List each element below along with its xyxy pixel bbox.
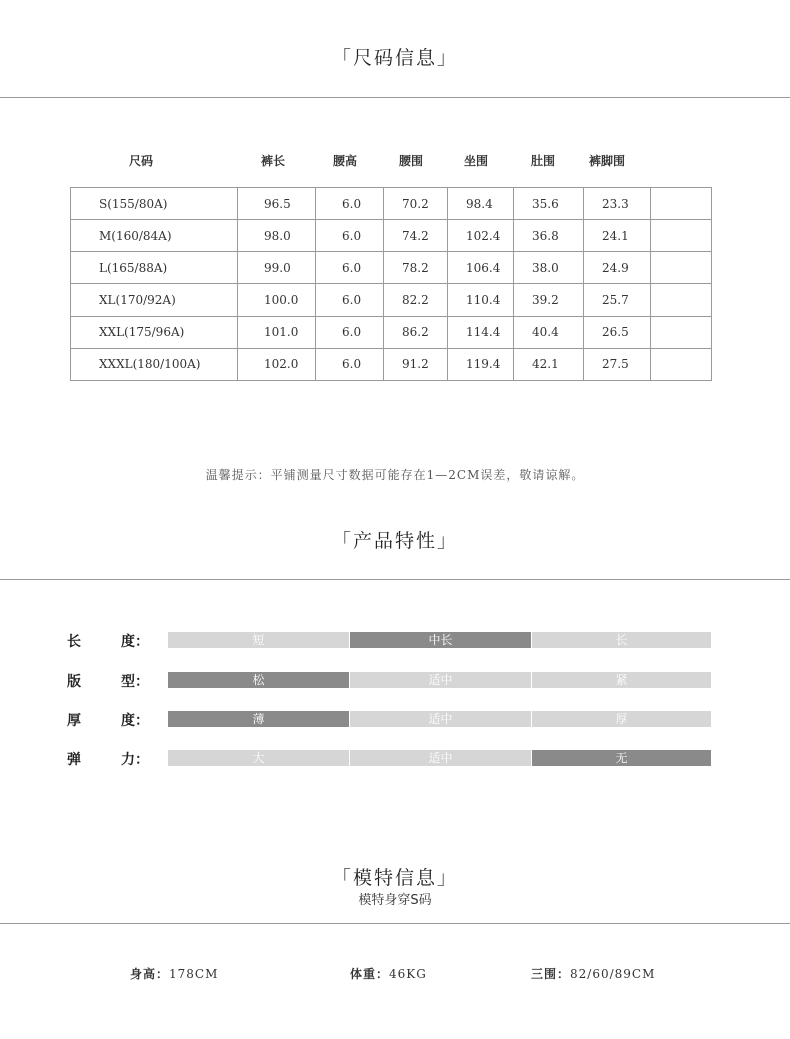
measure-cell: 91.2 bbox=[384, 348, 448, 380]
size-cell: XXXL(180/100A) bbox=[71, 348, 238, 380]
feature-label-suffix: 型： bbox=[121, 674, 149, 690]
measurement-tip: 温馨提示：平铺测量尺寸数据可能存在1—2CM误差，敬请谅解。 bbox=[205, 468, 585, 482]
feature-label-suffix: 度： bbox=[121, 713, 149, 729]
measure-cell: 40.4 bbox=[514, 316, 584, 348]
measure-cell: 82.2 bbox=[384, 284, 448, 316]
feature-option-bar: 长 bbox=[532, 632, 711, 648]
measure-cell: 39.2 bbox=[514, 284, 584, 316]
measure-cell: 114.4 bbox=[448, 316, 514, 348]
measure-cell: 70.2 bbox=[384, 188, 448, 220]
feature-option-bar: 短 bbox=[168, 632, 349, 648]
size-cell: M(160/84A) bbox=[71, 220, 238, 252]
size-cell: XXL(175/96A) bbox=[71, 316, 238, 348]
measure-cell bbox=[651, 188, 712, 220]
feature-label: 长 bbox=[67, 634, 81, 650]
size-table bbox=[70, 187, 712, 381]
measure-cell: 6.0 bbox=[316, 188, 384, 220]
measure-cell: 119.4 bbox=[448, 348, 514, 380]
size-cell: XL(170/92A) bbox=[71, 284, 238, 316]
feature-option-bar: 适中 bbox=[350, 672, 531, 688]
measure-cell: 98.0 bbox=[238, 220, 316, 252]
measure-cell: 6.0 bbox=[316, 316, 384, 348]
feature-label: 弹 bbox=[67, 752, 81, 768]
model-weight bbox=[350, 965, 427, 982]
measure-cell: 106.4 bbox=[448, 252, 514, 284]
measure-cell: 38.0 bbox=[514, 252, 584, 284]
table-row bbox=[71, 284, 712, 316]
measure-cell: 25.7 bbox=[584, 284, 651, 316]
model-measurements-label: 三围： bbox=[531, 967, 571, 981]
measure-cell: 35.6 bbox=[514, 188, 584, 220]
size-cell: L(165/88A) bbox=[71, 252, 238, 284]
measure-cell: 110.4 bbox=[448, 284, 514, 316]
measure-cell: 27.5 bbox=[584, 348, 651, 380]
feature-option-bar: 紧 bbox=[532, 672, 711, 688]
divider bbox=[0, 97, 790, 98]
feature-label: 厚 bbox=[67, 713, 81, 729]
header-rise: 腰高 bbox=[333, 154, 358, 168]
measure-cell: 78.2 bbox=[384, 252, 448, 284]
model-measurements-value: 82/60/89CM bbox=[570, 967, 656, 981]
measure-cell: 6.0 bbox=[316, 284, 384, 316]
feature-option-bar: 厚 bbox=[532, 711, 711, 727]
measure-cell: 42.1 bbox=[514, 348, 584, 380]
feature-option-bar: 中长 bbox=[350, 632, 531, 648]
header-waist: 腰围 bbox=[399, 154, 424, 168]
measure-cell: 102.4 bbox=[448, 220, 514, 252]
header-hem: 裤脚围 bbox=[589, 154, 626, 168]
model-section-title: 「模特信息」 bbox=[331, 867, 458, 889]
header-pants-length: 裤长 bbox=[261, 154, 286, 168]
measure-cell: 6.0 bbox=[316, 252, 384, 284]
feature-label-suffix: 力： bbox=[121, 752, 149, 768]
measure-cell bbox=[651, 252, 712, 284]
size-section-title: 「尺码信息」 bbox=[331, 47, 458, 69]
measure-cell: 6.0 bbox=[316, 220, 384, 252]
measure-cell: 26.5 bbox=[584, 316, 651, 348]
feature-option-bar: 大 bbox=[168, 750, 349, 766]
divider bbox=[0, 579, 790, 580]
table-row bbox=[71, 348, 712, 380]
measure-cell bbox=[651, 220, 712, 252]
measure-cell bbox=[651, 316, 712, 348]
feature-option-bar: 无 bbox=[532, 750, 711, 766]
header-belly: 肚围 bbox=[531, 154, 556, 168]
measure-cell: 23.3 bbox=[584, 188, 651, 220]
product-section-title: 「产品特性」 bbox=[331, 530, 458, 552]
model-weight-value: 46KG bbox=[389, 967, 427, 981]
size-cell: S(155/80A) bbox=[71, 188, 238, 220]
header-hip: 坐围 bbox=[464, 154, 489, 168]
table-row bbox=[71, 220, 712, 252]
measure-cell: 99.0 bbox=[238, 252, 316, 284]
measure-cell bbox=[651, 284, 712, 316]
measure-cell: 36.8 bbox=[514, 220, 584, 252]
measure-cell: 102.0 bbox=[238, 348, 316, 380]
measure-cell: 100.0 bbox=[238, 284, 316, 316]
table-row bbox=[71, 316, 712, 348]
feature-option-bar: 适中 bbox=[350, 750, 531, 766]
divider bbox=[0, 923, 790, 924]
model-height bbox=[130, 965, 218, 982]
measure-cell: 101.0 bbox=[238, 316, 316, 348]
measure-cell: 24.9 bbox=[584, 252, 651, 284]
feature-label-suffix: 度： bbox=[121, 634, 149, 650]
model-height-label: 身高： bbox=[130, 967, 170, 981]
measure-cell: 86.2 bbox=[384, 316, 448, 348]
measure-cell: 24.1 bbox=[584, 220, 651, 252]
feature-option-bar: 薄 bbox=[168, 711, 349, 727]
measure-cell: 74.2 bbox=[384, 220, 448, 252]
table-row bbox=[71, 252, 712, 284]
model-subtitle: 模特身穿S码 bbox=[358, 893, 432, 908]
measure-cell: 98.4 bbox=[448, 188, 514, 220]
header-size: 尺码 bbox=[129, 154, 154, 168]
feature-label: 版 bbox=[67, 674, 81, 690]
model-measurements bbox=[531, 965, 655, 982]
measure-cell bbox=[651, 348, 712, 380]
measure-cell: 96.5 bbox=[238, 188, 316, 220]
model-height-value: 178CM bbox=[169, 967, 219, 981]
table-row bbox=[71, 188, 712, 220]
model-weight-label: 体重： bbox=[350, 967, 390, 981]
feature-option-bar: 松 bbox=[168, 672, 349, 688]
measure-cell: 6.0 bbox=[316, 348, 384, 380]
feature-option-bar: 适中 bbox=[350, 711, 531, 727]
